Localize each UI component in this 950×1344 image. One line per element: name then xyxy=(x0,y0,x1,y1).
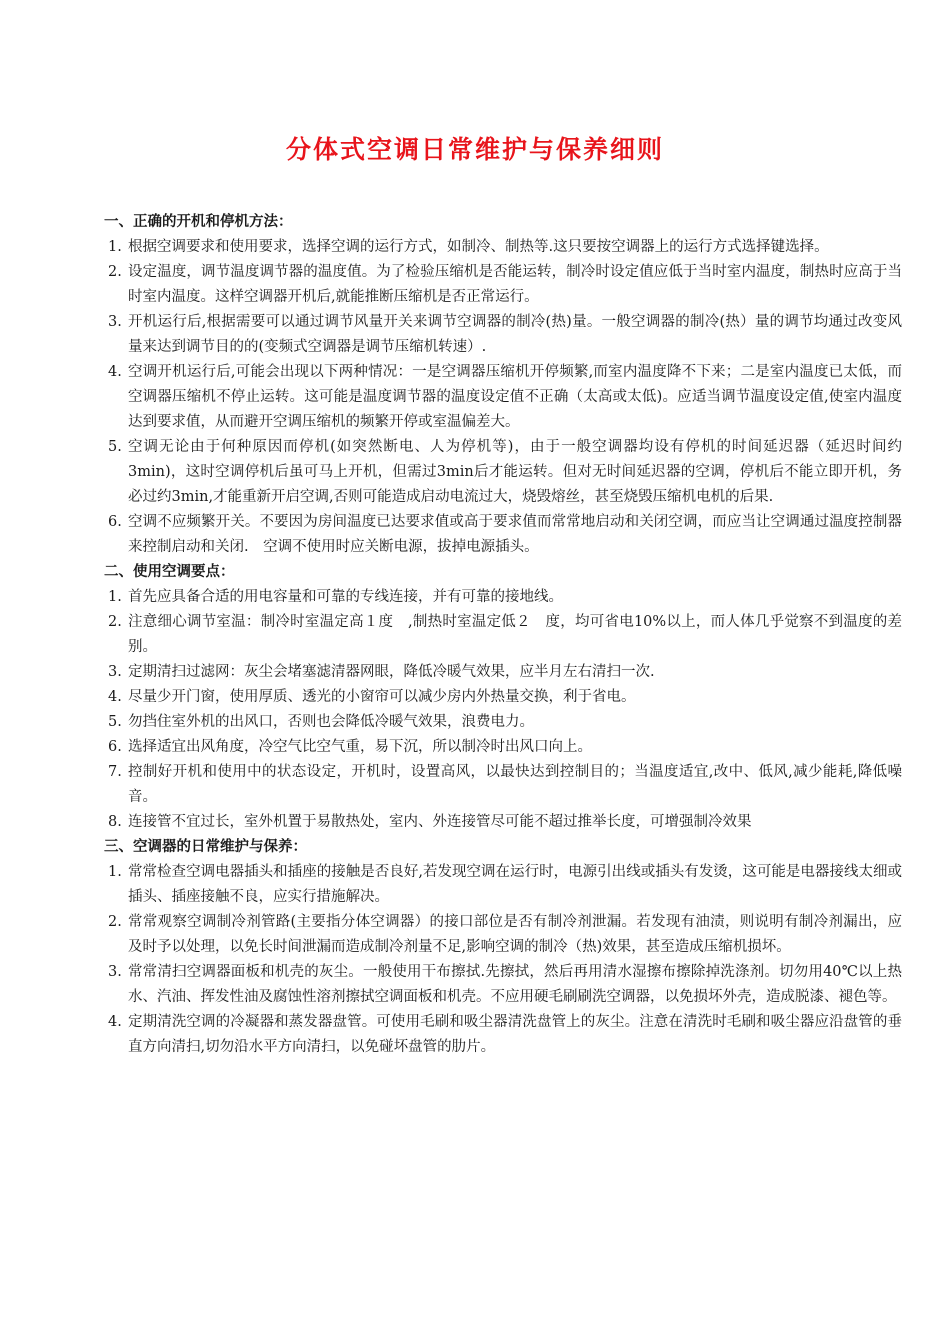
item-number: 1. xyxy=(108,864,122,880)
item-text: 空调无论由于何种原因而停机(如突然断电、人为停机等)，由于一般空调器均设有停机的时间延迟器（延迟时间约 3min)，这时空调停机后虽可马上开机，但需过3min后才能运转。但对无时间延迟器的空调，停机后不能立即开机，务必过约3min,才能重新开启空调,否则可能造成启动电流过大，烧毁熔丝，甚至烧毁压缩机电机的后果. xyxy=(128,439,917,505)
item-number: 6. xyxy=(108,739,122,755)
item-text: 定期清扫过滤网：灰尘会堵塞滤清器网眼，降低冷暖气效果，应半月左右清扫一次. xyxy=(128,664,655,680)
item-text: 常常观察空调制冷剂管路(主要指分体空调器）的接口部位是否有制冷剂泄漏。若发现有油渍，则说明有制冷剂漏出，应及时予以处理，以免长时间泄漏而造成制冷剂量不足,影响空调的制冷（热)效果，甚至造成压缩机损坏。 xyxy=(128,914,902,955)
list-item xyxy=(104,660,902,685)
list-item xyxy=(104,910,902,960)
item-number: 5. xyxy=(108,439,122,455)
item-text: 开机运行后,根据需要可以通过调节风量开关来调节空调器的制冷(热)量。一般空调器的制冷(热）量的调节均通过改变风量来达到调节目的的(变频式空调器是调节压缩机转速）. xyxy=(128,314,902,355)
list-item xyxy=(104,760,902,810)
item-number: 5. xyxy=(108,714,122,730)
section-list xyxy=(104,585,902,835)
list-item xyxy=(104,610,902,660)
item-text: 尽量少开门窗，使用厚质、透光的小窗帘可以减少房内外热量交换，利于省电。 xyxy=(128,689,636,705)
item-number: 3. xyxy=(108,964,122,980)
item-number: 1. xyxy=(108,589,122,605)
section-2 xyxy=(104,560,902,835)
section-heading: 二、使用空调要点： xyxy=(104,564,235,580)
item-number: 7. xyxy=(108,764,122,780)
item-number: 3. xyxy=(108,314,122,330)
list-item xyxy=(104,235,902,260)
item-text: 首先应具备合适的用电容量和可靠的专线连接，并有可靠的接地线。 xyxy=(128,589,563,605)
list-item xyxy=(104,1010,902,1060)
list-item xyxy=(104,860,902,910)
list-item xyxy=(104,360,902,435)
item-text: 设定温度，调节温度调节器的温度值。为了检验压缩机是否能运转，制冷时设定值应低于当时室内温度，制热时应高于当时室内温度。这样空调器开机后,就能推断压缩机是否正常运行。 xyxy=(128,264,902,305)
item-number: 1. xyxy=(108,239,122,255)
list-item xyxy=(104,735,902,760)
list-item xyxy=(104,435,917,510)
item-text: 根据空调要求和使用要求，选择空调的运行方式，如制冷、制热等.这只要按空调器上的运行方式选择键选择。 xyxy=(128,239,829,255)
item-number: 4. xyxy=(108,364,122,380)
item-number: 2. xyxy=(108,264,122,280)
item-text: 控制好开机和使用中的状态设定，开机时，设置高风，以最快达到控制目的；当温度适宜,改中、低风,减少能耗,降低噪音。 xyxy=(128,764,902,805)
section-3 xyxy=(104,835,902,1060)
item-text: 定期清洗空调的冷凝器和蒸发器盘管。可使用毛刷和吸尘器清洗盘管上的灰尘。注意在清洗时毛刷和吸尘器应沿盘管的垂直方向清扫,切勿沿水平方向清扫，以免碰坏盘管的肋片。 xyxy=(128,1014,902,1055)
section-heading: 一、正确的开机和停机方法： xyxy=(104,214,293,230)
list-item xyxy=(104,810,902,835)
item-text: 选择适宜出风角度，冷空气比空气重，易下沉，所以制冷时出风口向上。 xyxy=(128,739,592,755)
item-number: 4. xyxy=(108,1014,122,1030)
item-text: 空调开机运行后,可能会出现以下两种情况：一是空调器压缩机开停频繁,而室内温度降不下来；二是室内温度已太低，而空调器压缩机不停止运转。这可能是温度调节器的温度设定值不正确（太高或太低)。应适当调节温度设定值,使室内温度达到要求值，从而避开空调压缩机的频繁开停或室温偏差大。 xyxy=(128,364,902,430)
list-item xyxy=(104,310,902,360)
item-text: 常常检查空调电器插头和插座的接触是否良好,若发现空调在运行时，电源引出线或插头有发烫，这可能是电器接线太细或插头、插座接触不良，应实行措施解决。 xyxy=(128,864,902,905)
list-item xyxy=(104,510,902,560)
list-item xyxy=(104,960,902,1010)
section-list xyxy=(104,235,917,560)
item-text: 常常清扫空调器面板和机壳的灰尘。一般使用干布擦拭.先擦拭，然后再用清水湿擦布擦除掉洗涤剂。切勿用40℃以上热水、汽油、挥发性油及腐蚀性溶剂擦拭空调面板和机壳。不应用硬毛刷刷洗空调器，以免损坏外壳，造成脱漆、褪色等。 xyxy=(128,964,902,1005)
item-number: 2. xyxy=(108,914,122,930)
item-number: 2. xyxy=(108,614,122,630)
item-text: 勿挡住室外机的出风口，否则也会降低冷暖气效果，浪费电力。 xyxy=(128,714,534,730)
item-text: 注意细心调节室温：制冷时室温定高１度 ,制热时室温定低２ 度，均可省电10%以上，而人体几乎觉察不到温度的差别。 xyxy=(128,614,902,655)
document-title: 分体式空调日常维护与保养细则 xyxy=(285,135,664,164)
list-item xyxy=(104,260,902,310)
list-item xyxy=(104,710,902,735)
section-list xyxy=(104,860,902,1060)
section-heading: 三、空调器的日常维护与保养： xyxy=(104,839,307,855)
item-text: 空调不应频繁开关。不要因为房间温度已达要求值或高于要求值而常常地启动和关闭空调，而应当让空调通过温度控制器来控制启动和关闭. 空调不使用时应关断电源，拔掉电源插头。 xyxy=(128,514,902,555)
list-item xyxy=(104,685,902,710)
section-1 xyxy=(104,210,917,560)
list-item xyxy=(104,585,902,610)
item-number: 3. xyxy=(108,664,122,680)
item-number: 8. xyxy=(108,814,122,830)
item-number: 4. xyxy=(108,689,122,705)
item-number: 6. xyxy=(108,514,122,530)
item-text: 连接管不宜过长，室外机置于易散热处，室内、外连接管尽可能不超过推举长度，可增强制冷效果 xyxy=(128,814,752,830)
